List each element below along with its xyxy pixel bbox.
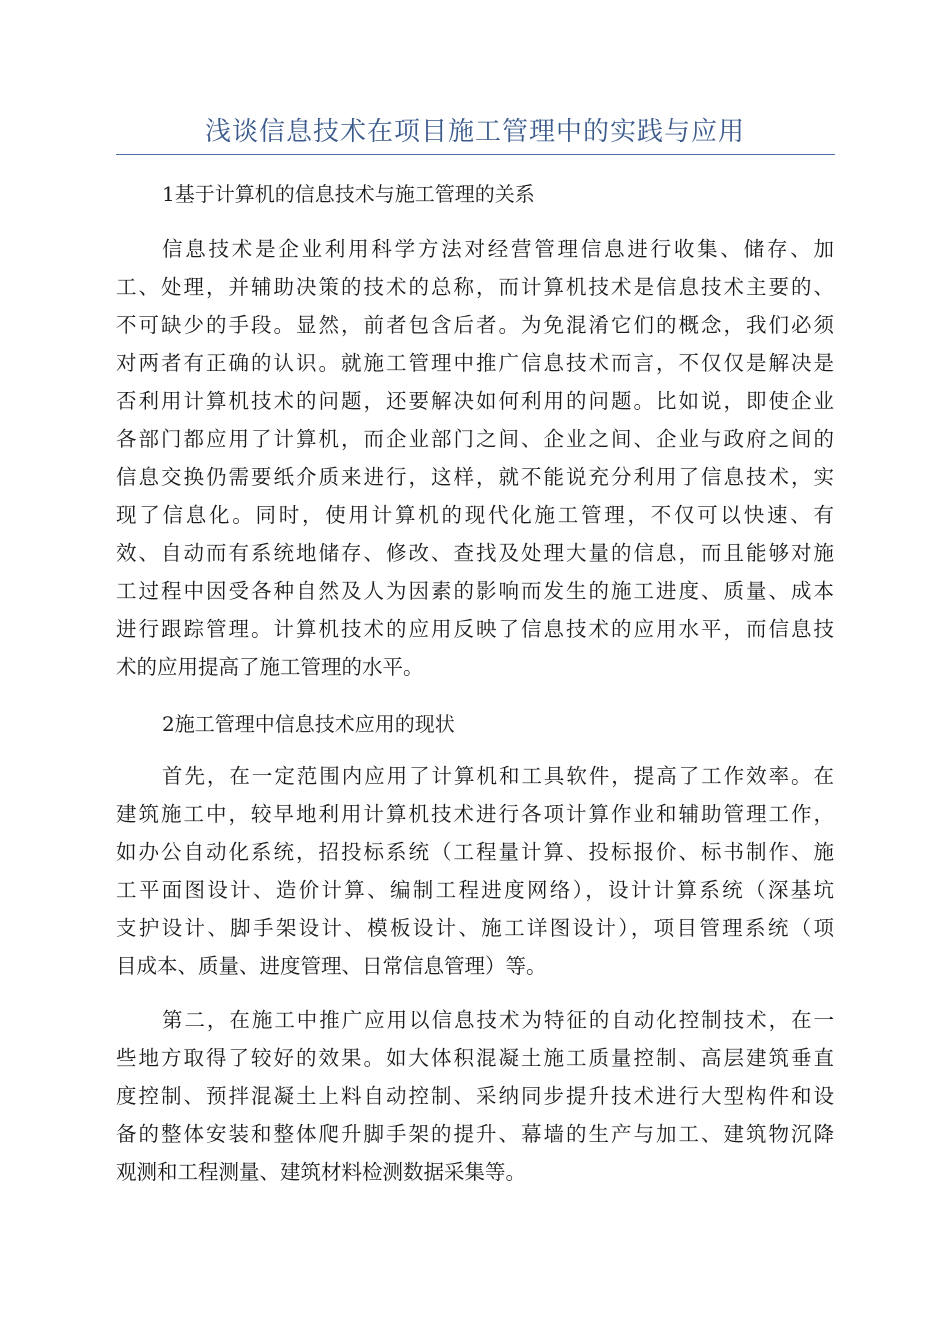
paragraph-line: 不可缺少的手段。显然，前者包含后者。为免混淆它们的概念，我们必须 [116,313,834,337]
paragraph-line: 术的应用提高了施工管理的水平。 [116,655,424,679]
paragraph-line: 目成本、质量、进度管理、日常信息管理）等。 [116,954,547,978]
paragraph-line: 工、处理，并辅助决策的技术的总称，而计算机技术是信息技术主要的、 [116,275,834,299]
paragraph-line: 对两者有正确的认识。就施工管理中推广信息技术而言，不仅仅是解决是 [116,351,834,375]
paragraph-line: 支护设计、脚手架设计、模板设计、施工详图设计），项目管理系统（项 [116,916,834,940]
paragraph-line: 工过程中因受各种自然及人为因素的影响而发生的施工进度、质量、成本 [116,579,834,603]
paragraph-line: 效、自动而有系统地储存、修改、查找及处理大量的信息，而且能够对施 [116,541,834,565]
section-2-paragraph-1 [116,757,834,985]
paragraph-line: 如办公自动化系统，招投标系统（工程量计算、投标报价、标书制作、施 [116,840,834,864]
section-2-heading: 2施工管理中信息技术应用的现状 [162,712,455,736]
paragraph-line: 第二，在施工中推广应用以信息技术为特征的自动化控制技术，在一 [162,1008,834,1032]
paragraph-line: 首先，在一定范围内应用了计算机和工具软件，提高了工作效率。在 [162,764,834,788]
paragraph-line: 观测和工程测量、建筑材料检测数据采集等。 [116,1160,526,1184]
paragraph-line: 进行跟踪管理。计算机技术的应用反映了信息技术的应用水平，而信息技 [116,617,834,641]
paragraph-line: 信息交换仍需要纸介质来进行，这样，就不能说充分利用了信息技术，实 [116,465,834,489]
paragraph-line: 各部门都应用了计算机，而企业部门之间、企业之间、企业与政府之间的 [116,427,834,451]
paragraph-line: 现了信息化。同时，使用计算机的现代化施工管理，不仅可以快速、有 [116,503,834,527]
paragraph-line: 工平面图设计、造价计算、编制工程进度网络），设计计算系统（深基坑 [116,878,834,902]
paragraph-line: 建筑施工中，较早地利用计算机技术进行各项计算作业和辅助管理工作， [116,802,834,826]
section-2-paragraph-2 [116,1001,834,1191]
section-1-heading: 1基于计算机的信息技术与施工管理的关系 [162,182,535,206]
section-1-paragraph-1 [116,230,834,686]
paragraph-line: 信息技术是企业利用科学方法对经营管理信息进行收集、储存、加 [162,237,834,261]
paragraph-line: 些地方取得了较好的效果。如大体积混凝土施工质量控制、高层建筑垂直 [116,1046,834,1070]
paragraph-line: 否利用计算机技术的问题，还要解决如何利用的问题。比如说，即使企业 [116,389,834,413]
document-title: 浅谈信息技术在项目施工管理中的实践与应用 [204,117,745,147]
title-underline [116,154,835,155]
paragraph-line: 备的整体安装和整体爬升脚手架的提升、幕墙的生产与加工、建筑物沉降 [116,1122,834,1146]
paragraph-line: 度控制、预拌混凝土上料自动控制、采纳同步提升技术进行大型构件和设 [116,1084,834,1108]
